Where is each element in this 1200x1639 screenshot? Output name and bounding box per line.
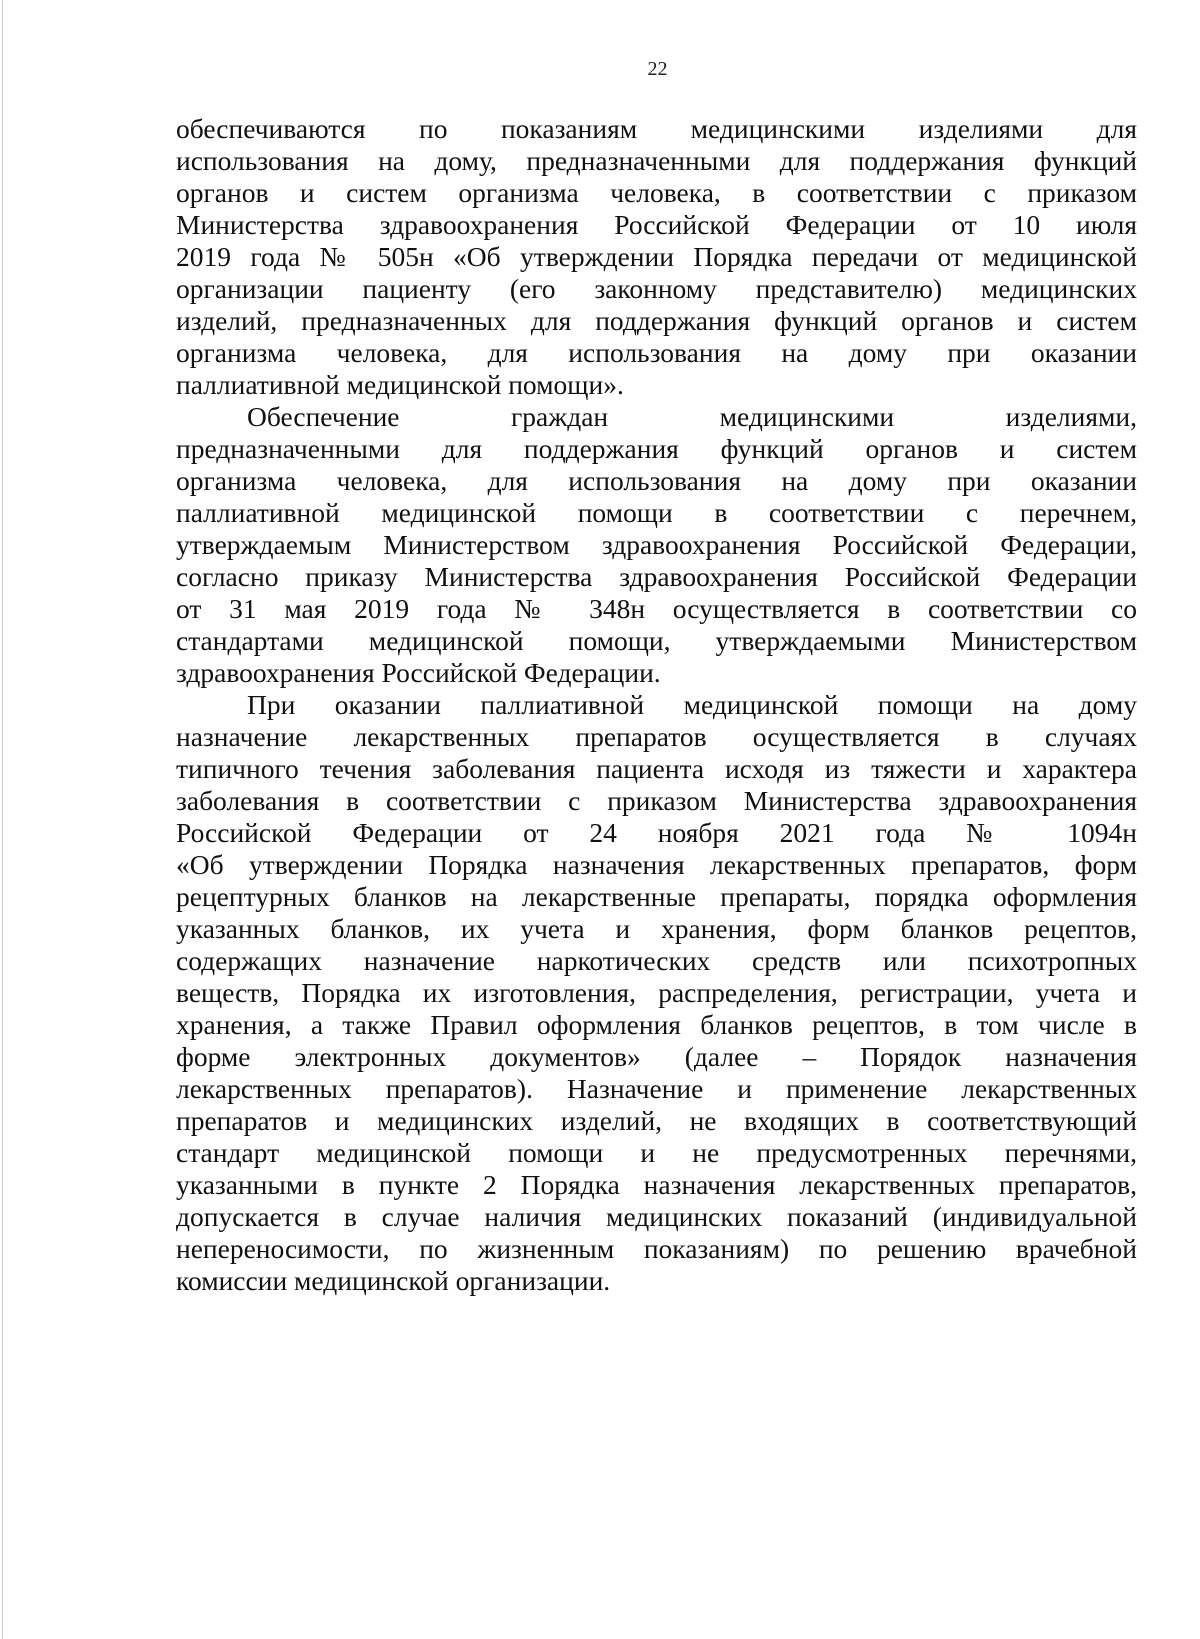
page-number: 22 [647,58,668,80]
text-line: здравоохранения Российской Федерации. [176,657,661,688]
text-line: 2019 года № 505н «Об утверждении Порядка передачи от медицинской [176,241,1137,272]
text-line: заболевания в соответствии с приказом Министерства здравоохранения [176,785,1137,816]
text-line: препаратов и медицинских изделий, не входящих в соответствующий [176,1105,1137,1136]
text-line: форме электронных документов» (далее – Порядок назначения [176,1041,1137,1072]
text-line: организма человека, для использования на дому при оказании [176,465,1137,496]
text-line: указанных бланков, их учета и хранения, форм бланков рецептов, [176,913,1137,944]
text-line: Российской Федерации от 24 ноября 2021 года № 1094н [176,817,1137,848]
text-line: назначение лекарственных препаратов осуществляется в случаях [176,721,1137,752]
text-line: от 31 мая 2019 года № 348н осуществляется в соответствии со [176,593,1137,624]
text-line: органов и систем организма человека, в соответствии с приказом [176,177,1137,208]
text-line: рецептурных бланков на лекарственные препараты, порядка оформления [176,881,1137,912]
text-line: типичного течения заболевания пациента исходя из тяжести и характера [176,753,1137,784]
paragraph-first-line: При оказании паллиативной медицинской помощи на дому [247,689,1137,720]
text-line: лекарственных препаратов). Назначение и применение лекарственных [176,1073,1137,1104]
text-line: содержащих назначение наркотических средств или психотропных [176,945,1137,976]
text-line: паллиативной медицинской помощи». [176,369,624,400]
text-line: стандарт медицинской помощи и не предусмотренных перечнями, [176,1137,1137,1168]
text-line: непереносимости, по жизненным показаниям) по решению врачебной [176,1233,1137,1264]
text-line: обеспечиваются по показаниям медицинскими изделиями для [176,113,1137,144]
text-line: стандартами медицинской помощи, утверждаемыми Министерством [176,625,1137,656]
text-line: предназначенными для поддержания функций органов и систем [176,433,1137,464]
scan-edge-divider [2,0,3,1639]
text-line: паллиативной медицинской помощи в соответствии с перечнем, [176,497,1137,528]
text-line: изделий, предназначенных для поддержания функций органов и систем [176,305,1137,336]
text-line: Министерства здравоохранения Российской Федерации от 10 июля [176,209,1137,240]
text-line: комиссии медицинской организации. [176,1265,611,1296]
text-line: утверждаемым Министерством здравоохранения Российской Федерации, [176,529,1137,560]
text-line: организма человека, для использования на дому при оказании [176,337,1137,368]
paragraph-first-line: Обеспечение граждан медицинскими изделиями, [247,401,1137,432]
text-line: указанными в пункте 2 Порядка назначения лекарственных препаратов, [176,1169,1137,1200]
text-line: использования на дому, предназначенными для поддержания функций [176,145,1137,176]
text-line: согласно приказу Министерства здравоохранения Российской Федерации [176,561,1137,592]
text-line: хранения, а также Правил оформления бланков рецептов, в том числе в [176,1009,1137,1040]
text-line: организации пациенту (его законному представителю) медицинских [176,273,1137,304]
text-line: веществ, Порядка их изготовления, распределения, регистрации, учета и [176,977,1137,1008]
text-line: допускается в случае наличия медицинских показаний (индивидуальной [176,1201,1137,1232]
text-line: «Об утверждении Порядка назначения лекарственных препаратов, форм [176,849,1137,880]
